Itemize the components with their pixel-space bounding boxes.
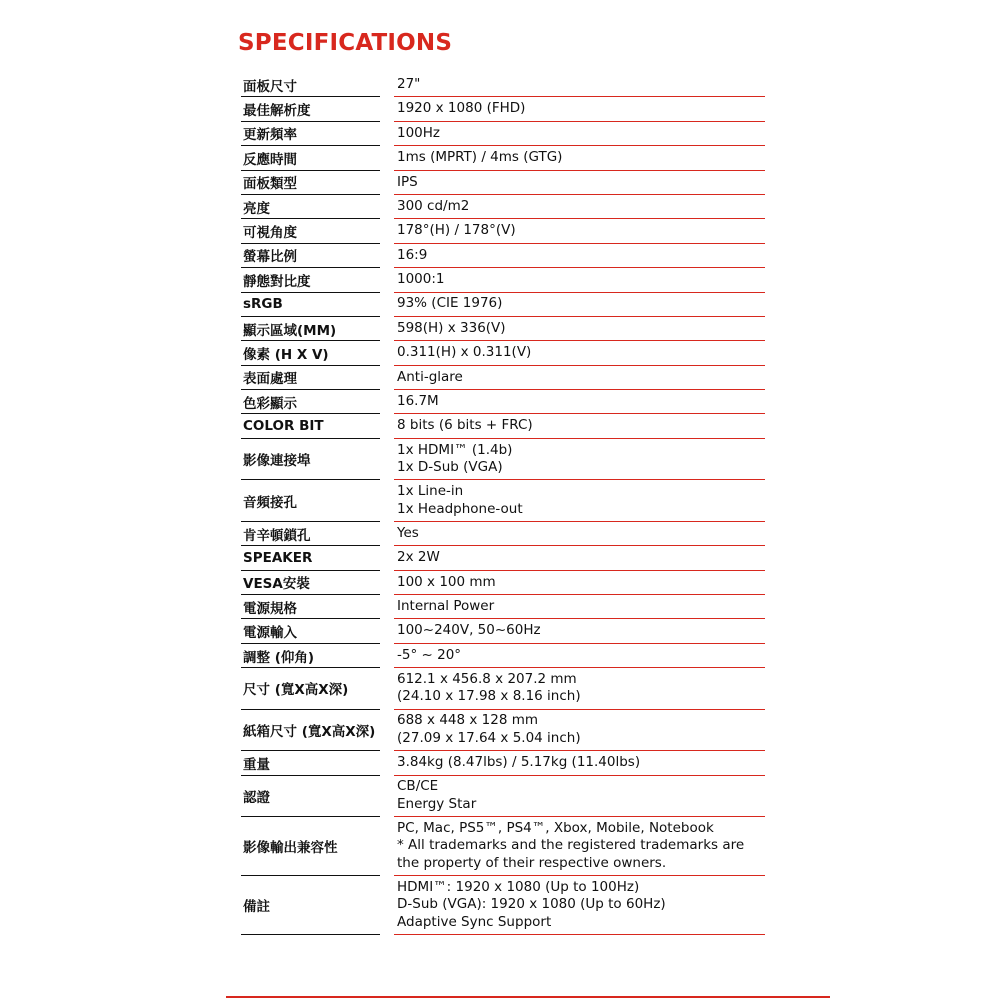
- spec-row: [241, 619, 765, 643]
- spec-value-line: 2x 2W: [397, 549, 440, 566]
- spec-label: 色彩顯示: [241, 390, 380, 414]
- spec-label: COLOR BIT: [241, 414, 380, 438]
- spec-value-line: 1920 x 1080 (FHD): [397, 100, 526, 117]
- spec-row: [241, 817, 765, 876]
- spec-label: 電源規格: [241, 595, 380, 619]
- spec-value: [394, 97, 765, 121]
- spec-value-line: Anti-glare: [397, 368, 463, 385]
- spec-value: [394, 876, 765, 935]
- spec-row: [241, 876, 765, 935]
- spec-row: [241, 195, 765, 219]
- spec-value: [394, 171, 765, 195]
- spec-value-line: (24.10 x 17.98 x 8.16 inch): [397, 688, 581, 705]
- spec-value-line: 3.84kg (8.47lbs) / 5.17kg (11.40lbs): [397, 754, 641, 771]
- spec-row: [241, 73, 765, 97]
- spec-row: [241, 480, 765, 522]
- spec-row: [241, 710, 765, 752]
- spec-value-line: 1x Line-in: [397, 483, 464, 500]
- spec-value: [394, 522, 765, 546]
- spec-value-line: 100Hz: [397, 124, 441, 141]
- spec-value-line: -5° ~ 20°: [397, 646, 462, 663]
- spec-value-line: 178°(H) / 178°(V): [397, 222, 516, 239]
- spec-value-line: CB/CE: [397, 778, 439, 795]
- spec-label: SPEAKER: [241, 546, 380, 570]
- spec-value-line: D-Sub (VGA): 1920 x 1080 (Up to 60Hz): [397, 896, 666, 913]
- spec-value-line: HDMI™: 1920 x 1080 (Up to 100Hz): [397, 878, 640, 895]
- spec-label: 最佳解析度: [241, 97, 380, 121]
- spec-label: 肯辛頓鎖孔: [241, 522, 380, 546]
- spec-label: 靜態對比度: [241, 268, 380, 292]
- spec-row: [241, 595, 765, 619]
- spec-row: [241, 546, 765, 570]
- spec-label: 尺寸 (寬X高X深): [241, 668, 380, 710]
- spec-value: [394, 619, 765, 643]
- spec-value: [394, 595, 765, 619]
- spec-label: 螢幕比例: [241, 244, 380, 268]
- spec-label: 認證: [241, 776, 380, 818]
- spec-row: [241, 644, 765, 668]
- spec-row: [241, 751, 765, 775]
- spec-value: [394, 414, 765, 438]
- spec-value: [394, 122, 765, 146]
- spec-value-line: 1x D-Sub (VGA): [397, 459, 503, 476]
- spec-value-line: (27.09 x 17.64 x 5.04 inch): [397, 729, 581, 746]
- spec-value-line: 100 x 100 mm: [397, 573, 496, 590]
- spec-value: [394, 268, 765, 292]
- spec-label: 電源輸入: [241, 619, 380, 643]
- spec-label: 影像輸出兼容性: [241, 817, 380, 876]
- spec-table: [241, 73, 765, 935]
- spec-value: [394, 480, 765, 522]
- spec-value-line: Energy Star: [397, 795, 477, 812]
- spec-value: [394, 710, 765, 752]
- spec-row: [241, 414, 765, 438]
- spec-value: [394, 219, 765, 243]
- spec-value: [394, 366, 765, 390]
- spec-value-line: Adaptive Sync Support: [397, 913, 552, 930]
- spec-row: [241, 390, 765, 414]
- spec-value-line: PC, Mac, PS5™, PS4™, Xbox, Mobile, Notebook: [397, 819, 714, 836]
- spec-value: [394, 390, 765, 414]
- spec-label: 顯示區域(MM): [241, 317, 380, 341]
- spec-value-line: Yes: [397, 524, 419, 541]
- spec-label: 表面處理: [241, 366, 380, 390]
- spec-value: [394, 195, 765, 219]
- spec-value: [394, 341, 765, 365]
- spec-label: VESA安裝: [241, 571, 380, 595]
- spec-label: 反應時間: [241, 146, 380, 170]
- spec-value: [394, 439, 765, 481]
- spec-value: [394, 146, 765, 170]
- spec-row: [241, 122, 765, 146]
- spec-value: [394, 244, 765, 268]
- spec-value-line: 1x Headphone-out: [397, 500, 523, 517]
- spec-value-line: 8 bits (6 bits + FRC): [397, 417, 533, 434]
- spec-value: [394, 644, 765, 668]
- spec-value-line: 16.7M: [397, 393, 439, 410]
- spec-value: [394, 817, 765, 876]
- spec-value: [394, 546, 765, 570]
- spec-value-line: * All trademarks and the registered trademarks are: [397, 837, 745, 854]
- spec-value: [394, 668, 765, 710]
- spec-label: 紙箱尺寸 (寬X高X深): [241, 710, 380, 752]
- spec-row: [241, 668, 765, 710]
- spec-value-line: IPS: [397, 173, 418, 190]
- spec-value-line: 1ms (MPRT) / 4ms (GTG): [397, 149, 563, 166]
- spec-label: 備註: [241, 876, 380, 935]
- spec-label: 調整 (仰角): [241, 644, 380, 668]
- spec-label: 可視角度: [241, 219, 380, 243]
- spec-label: 影像連接埠: [241, 439, 380, 481]
- spec-label: 音頻接孔: [241, 480, 380, 522]
- spec-label: 面板尺寸: [241, 73, 380, 97]
- spec-row: [241, 522, 765, 546]
- spec-row: [241, 146, 765, 170]
- spec-value-line: 27": [397, 75, 421, 92]
- spec-value-line: the property of their respective owners.: [397, 854, 667, 871]
- spec-value-line: 688 x 448 x 128 mm: [397, 712, 539, 729]
- page-title: SPECIFICATIONS: [238, 30, 453, 56]
- spec-value-line: 0.311(H) x 0.311(V): [397, 344, 532, 361]
- spec-label: 更新頻率: [241, 122, 380, 146]
- spec-row: [241, 268, 765, 292]
- spec-value-line: 598(H) x 336(V): [397, 319, 506, 336]
- spec-value: [394, 776, 765, 818]
- bottom-divider: [226, 996, 830, 998]
- spec-row: [241, 341, 765, 365]
- spec-value-line: 100~240V, 50~60Hz: [397, 622, 541, 639]
- spec-value: [394, 293, 765, 317]
- spec-row: [241, 171, 765, 195]
- spec-label: 像素 (H X V): [241, 341, 380, 365]
- spec-row: [241, 439, 765, 481]
- spec-row: [241, 293, 765, 317]
- spec-value: [394, 571, 765, 595]
- spec-value-line: Internal Power: [397, 597, 495, 614]
- spec-value: [394, 751, 765, 775]
- spec-row: [241, 219, 765, 243]
- spec-value-line: 300 cd/m2: [397, 197, 470, 214]
- spec-label: 面板類型: [241, 171, 380, 195]
- spec-value-line: 1000:1: [397, 271, 445, 288]
- spec-label: sRGB: [241, 293, 380, 317]
- spec-value-line: 612.1 x 456.8 x 207.2 mm: [397, 670, 577, 687]
- spec-row: [241, 776, 765, 818]
- spec-row: [241, 244, 765, 268]
- spec-value-line: 1x HDMI™ (1.4b): [397, 441, 513, 458]
- spec-value: [394, 317, 765, 341]
- spec-label: 重量: [241, 751, 380, 775]
- spec-value-line: 16:9: [397, 246, 428, 263]
- spec-value-line: 93% (CIE 1976): [397, 295, 503, 312]
- spec-row: [241, 571, 765, 595]
- spec-row: [241, 317, 765, 341]
- spec-value: [394, 73, 765, 97]
- spec-row: [241, 97, 765, 121]
- spec-row: [241, 366, 765, 390]
- spec-label: 亮度: [241, 195, 380, 219]
